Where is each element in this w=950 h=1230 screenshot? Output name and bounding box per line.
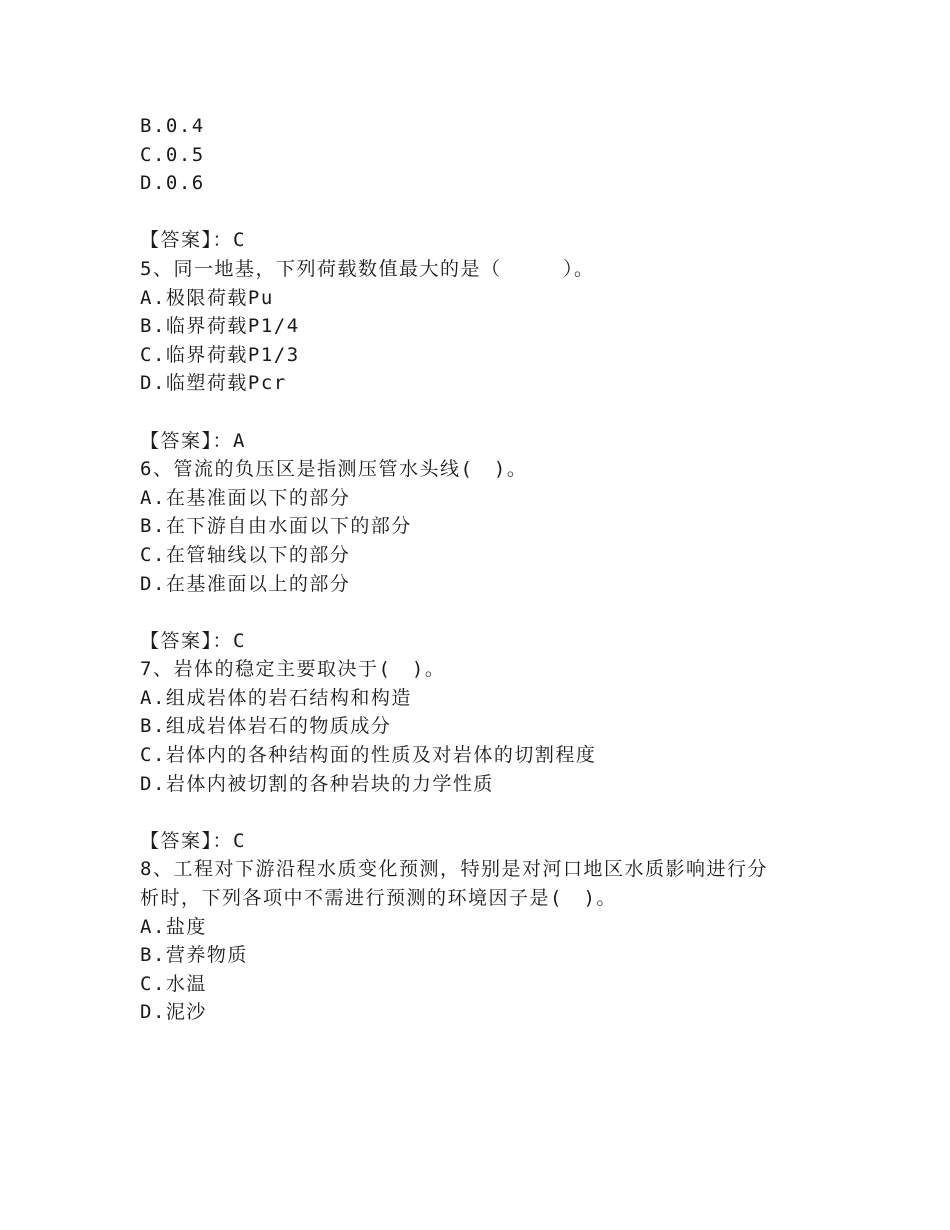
question-5-option-a: A.极限荷载Pu (140, 286, 274, 309)
question-8-option-b: B.营养物质 (140, 944, 248, 967)
question-7-answer (140, 827, 820, 856)
option-c-prev: C.0.5 (140, 143, 205, 166)
question-6-stem: 6、管流的负压区是指测压管水头线( )。 (140, 458, 528, 481)
answer-label: 【答案】： (140, 429, 234, 452)
question-8-option-c: C.水温 (140, 972, 207, 995)
option-b-prev: B.0.4 (140, 115, 205, 137)
question-6-option-c: C.在管轴线以下的部分 (140, 543, 351, 566)
spacer (140, 598, 820, 627)
question-7-stem: 7、岩体的稳定主要取决于( )。 (140, 658, 446, 681)
answer-label: 【答案】： (140, 829, 234, 852)
question-7-option-d: D.岩体内被切割的各种岩块的力学性质 (140, 772, 494, 795)
question-6-option-d: D.在基准面以上的部分 (140, 572, 351, 595)
answer-value: A (233, 429, 246, 452)
spacer (140, 798, 820, 827)
answer-value: C (233, 229, 246, 252)
question-7-option-c: C.岩体内的各种结构面的性质及对岩体的切割程度 (140, 744, 597, 767)
answer-value: C (233, 629, 246, 652)
question-5-option-d: D.临塑荷载Pcr (140, 372, 287, 395)
document-page (140, 112, 820, 1027)
question-5-option-b: B.临界荷载P1/4 (140, 315, 300, 338)
question-7-option-b: B.组成岩体岩石的物质成分 (140, 715, 392, 738)
question-8-option-a: A.盐度 (140, 915, 207, 938)
answer-label: 【答案】： (140, 229, 234, 252)
question-7-option-a: A.组成岩体的岩石结构和构造 (140, 686, 412, 709)
option-d-prev: D.0.6 (140, 172, 205, 195)
question-6-option-a: A.在基准面以下的部分 (140, 486, 351, 509)
answer-prev (140, 226, 820, 255)
question-6-answer (140, 627, 820, 656)
spacer (140, 398, 820, 427)
question-6-option-b: B.在下游自由水面以下的部分 (140, 515, 412, 538)
spacer (140, 198, 820, 227)
answer-value: C (233, 829, 246, 852)
answer-label: 【答案】： (140, 629, 234, 652)
question-8-option-d: D.泥沙 (140, 1001, 207, 1024)
question-5-stem: 5、同一地基，下列荷载数值最大的是（ ）。 (140, 257, 595, 280)
question-5-answer (140, 427, 820, 456)
question-8-stem-line-2: 析时，下列各项中不需进行预测的环境因子是( )。 (140, 887, 617, 910)
question-5-option-c: C.临界荷载P1/3 (140, 343, 300, 366)
question-8-stem-line-1: 8、工程对下游沿程水质变化预测，特别是对河口地区水质影响进行分 (140, 858, 768, 881)
